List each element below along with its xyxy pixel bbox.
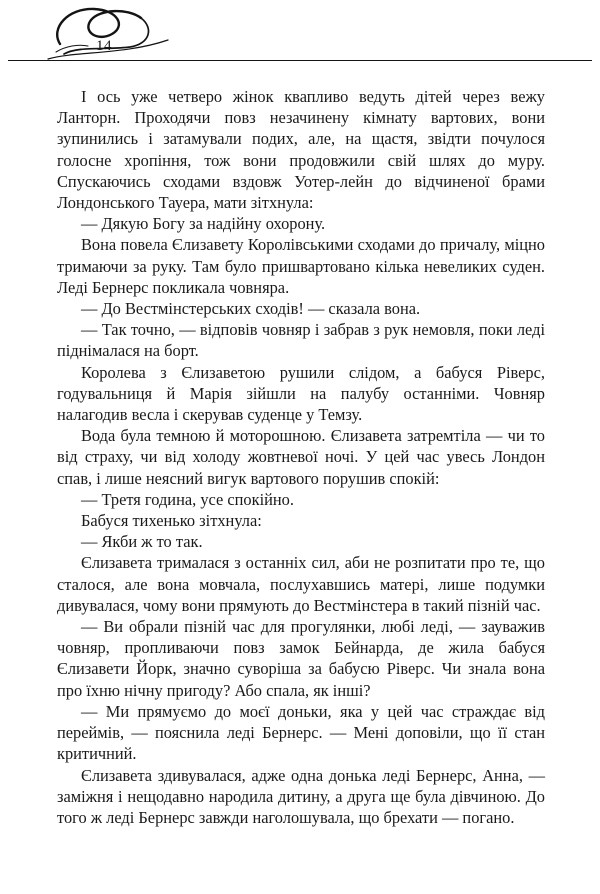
paragraph: Єлизавета здивувалася, адже одна донька леді Бернерс, Анна, — заміжня і нещодавно народила дитину, а друга ще була дівчиною. До того ж леді Бернерс завжди наголошувала, що брехати — погано. <box>57 765 545 827</box>
paragraph: — Ми прямуємо до моєї доньки, яка у цей час страждає від переймів, — пояснила леді Бернерс. — Мені доповіли, що її стан критичний. <box>57 701 545 764</box>
paragraph: — Так точно, — відповів човняр і забрав з рук немовля, поки леді піднімалася на борт. <box>57 320 545 361</box>
paragraph: Вона повела Єлизавету Королівськими сходами до причалу, міцно тримаючи за руку. Там було пришвартовано кілька невеликих суден. Леді Бернерс покликала човняра. <box>57 235 545 297</box>
paragraph: Вода була темною й моторошною. Єлизавета затремтіла — чи то від страху, чи від холоду жовтневої ночі. У цей час увесь Лондон спав, і лише неясний вигук вартового порушив спокій: <box>57 426 545 488</box>
paragraph: — Ви обрали пізній час для прогулянки, любі леді, — зауважив човняр, пропливаючи повз замок Бейнарда, де жила бабуся Єлизавети Йорк, значно суворіша за бабусю Ріверс. Чи знала вона про їхню нічну пригоду? Або спала, як інші? <box>57 617 545 700</box>
page-number: 14 <box>96 38 112 54</box>
paragraph: І ось уже четверо жінок квапливо ведуть дітей через вежу Ланторн. Проходячи повз незачинену кімнату вартових, вони зупинились і затамували подих, але, на щастя, звідти почулося голосне хропіння, тож вони продовжили свій шлях до муру. Спускаючись сходами вздовж Уотер-лейн до відчиненої брами Лондонського Тауера, мати зітхнула: <box>57 87 545 213</box>
text-block <box>57 86 545 828</box>
paragraph: Єлизавета трималася з останніх сил, аби не розпитати про те, що сталося, але вона мовчала, послухавшись матері, лише подумки дивувалася, чому вони прямують до Вестмінстера в такий пізній час. <box>57 553 545 615</box>
header-rule <box>8 60 592 61</box>
paragraph: Королева з Єлизаветою рушили слідом, а бабуся Ріверс, годувальниця й Марія зійшли на палубу останніми. Човняр налагодив весла і скерував суденце у Темзу. <box>57 362 545 425</box>
paragraph: Бабуся тихенько зітхнула: <box>81 511 262 531</box>
paragraph: — Якби ж то так. <box>81 532 203 552</box>
page-header <box>0 0 600 62</box>
paragraph: — Третя година, усе спокійно. <box>81 489 294 509</box>
paragraph: — Дякую Богу за надійну охорону. <box>81 214 326 234</box>
paragraph: — До Вестмінстерських сходів! — сказала вона. <box>81 299 421 319</box>
